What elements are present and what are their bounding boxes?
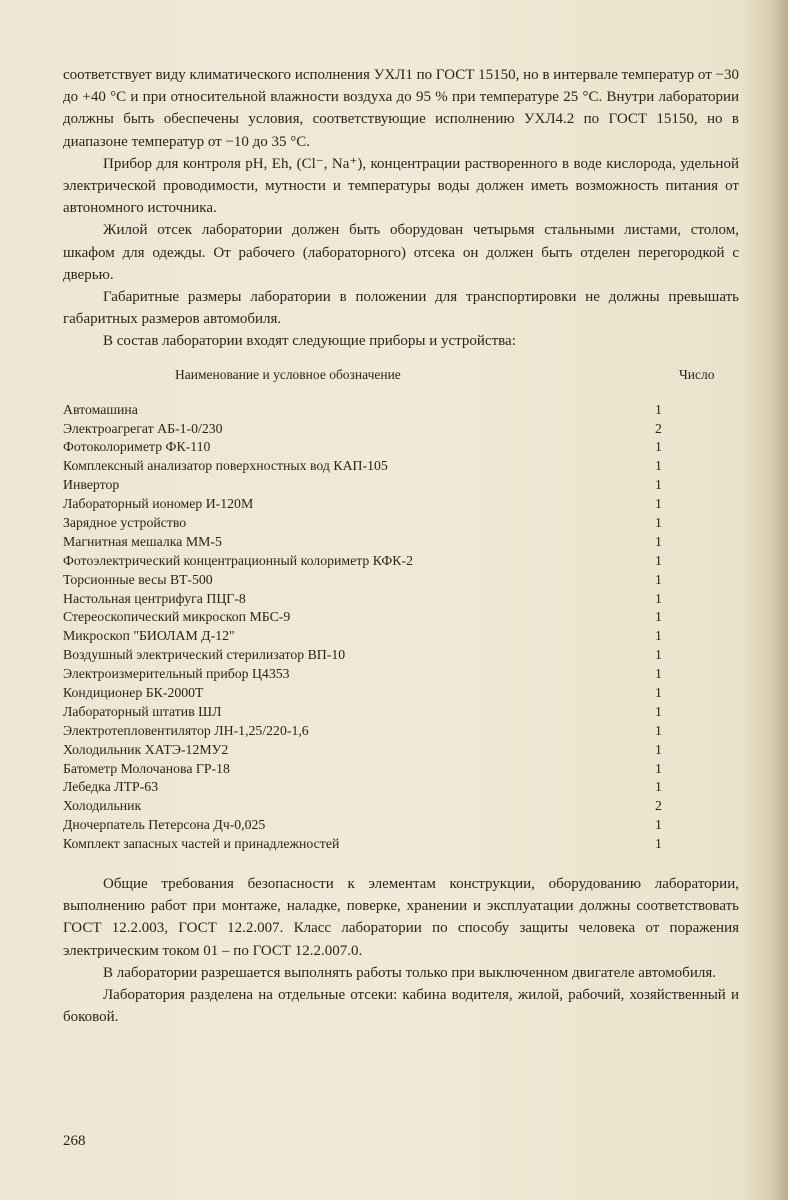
table-row (63, 760, 739, 779)
item-qty: 1 (655, 533, 662, 549)
header-qty: Число (679, 366, 715, 382)
table-row (63, 608, 739, 627)
table-row (63, 438, 739, 457)
item-name: Холодильник ХАТЭ-12МУ2 (63, 741, 229, 757)
item-qty: 1 (655, 401, 662, 417)
paragraph: Габаритные размеры лаборатории в положении для транспортировки не должны превышать габаритных размеров автомобиля. (63, 289, 739, 328)
table-row (63, 571, 739, 590)
item-qty: 1 (655, 722, 662, 738)
item-qty: 1 (655, 741, 662, 757)
item-qty: 1 (655, 609, 662, 625)
table-row (63, 778, 739, 797)
item-name: Кондиционер БК-2000Т (63, 685, 204, 700)
item-qty: 2 (655, 420, 662, 436)
item-name: Настольная центрифуга ПЦГ-8 (63, 590, 246, 606)
item-name: Дночерпатель Петерсона Дч-0,025 (63, 817, 266, 833)
paragraph: В лаборатории разрешается выполнять работы только при выключенном двигателе автомобиля. (103, 964, 716, 981)
table-row (63, 552, 739, 571)
item-name: Электротепловентилятор ЛН-1,25/220-1,6 (63, 722, 309, 738)
item-qty: 1 (655, 458, 662, 474)
item-qty: 1 (655, 628, 662, 644)
item-name: Лабораторный иономер И-120М (63, 496, 254, 512)
page-number: 268 (63, 1133, 86, 1149)
item-qty: 2 (655, 798, 662, 814)
item-qty: 1 (655, 779, 662, 795)
item-name: Лабораторный штатив ШЛ (63, 703, 222, 719)
table-row (63, 495, 739, 514)
item-name: Электроизмерительный прибор Ц4353 (63, 666, 290, 682)
item-name: Зарядное устройство (63, 514, 187, 530)
table-header (63, 367, 739, 397)
table-row (63, 665, 739, 684)
item-name: Магнитная мешалка ММ-5 (63, 533, 222, 549)
table-row (63, 533, 739, 552)
table-row (63, 684, 739, 703)
item-qty: 1 (655, 666, 662, 682)
item-name: Комплексный анализатор поверхностных вод КАП-105 (63, 458, 388, 474)
item-name: Автомашина (63, 401, 138, 417)
item-qty: 1 (655, 514, 662, 530)
item-qty: 1 (655, 590, 662, 606)
item-name: Батометр Молочанова ГР-18 (63, 760, 230, 776)
item-qty: 1 (655, 571, 662, 587)
item-name: Инвертор (63, 477, 120, 493)
table-row (63, 741, 739, 760)
item-name: Стереоскопический микроскоп МБС-9 (63, 609, 291, 625)
bottom-paragraphs (63, 873, 739, 1028)
item-qty: 1 (655, 685, 662, 700)
item-name: Торсионные весы ВТ-500 (63, 571, 213, 587)
table-row (63, 722, 739, 741)
paragraph: Общие требования безопасности к элементам конструкции, оборудованию лаборатории, выполнению работ при монтаже, наладке, поверке, хранении и эксплуатации должны соответствовать ГОСТ 12.2.003, ГОСТ 12.2.007. Класс лаборатории по способу защиты человека от поражения электрическим током 01 – по ГОСТ 12.2.007.0. (63, 876, 739, 959)
table-row (63, 797, 739, 816)
table-row (63, 590, 739, 609)
table-row (63, 420, 739, 439)
table-row (63, 703, 739, 722)
item-name: Фотоэлектрический концентрационный колориметр КФК-2 (63, 552, 413, 568)
page-content (63, 64, 739, 1028)
equipment-table (63, 401, 739, 854)
paragraph: Прибор для контроля рН, Eh, (Cl⁻, Na⁺), концентрации растворенного в воде кислорода, удельной электрической проводимости, мутности и температуры воды должен иметь возможность питания от автономного источника. (63, 155, 739, 217)
paragraph: В состав лаборатории входят следующие приборы и устройства: (103, 333, 516, 350)
item-name: Электроагрегат АБ-1-0/230 (63, 420, 223, 436)
item-name: Воздушный электрический стерилизатор ВП-10 (63, 647, 346, 663)
item-name: Микроскоп "БИОЛАМ Д-12" (63, 628, 235, 644)
item-qty: 1 (655, 477, 662, 493)
table-row (63, 835, 739, 854)
table-row (63, 816, 739, 835)
table-row (63, 514, 739, 533)
item-name: Фотоколориметр ФК-110 (63, 439, 211, 455)
item-qty: 1 (655, 552, 662, 568)
item-name: Комплект запасных частей и принадлежностей (63, 836, 340, 852)
header-name: Наименование и условное обозначение (175, 366, 401, 382)
paragraph: Жилой отсек лаборатории должен быть оборудован четырьмя стальными листами, столом, шкафом для одежды. От рабочего (лабораторного) отсека он должен быть отделен перегородкой с дверью. (63, 222, 739, 283)
paragraph: соответствует виду климатического исполнения УХЛ1 по ГОСТ 15150, но в интервале температур от −30 до +40 °С и при относительной влажности воздуха до 95 % при температуре 25 °С. Внутри лаборатории должны быть обеспечены условия, соответствующие исполнению УХЛ4.2 по ГОСТ 15150, но в диапазоне температур от −10 до 35 °С. (63, 67, 739, 150)
item-qty: 1 (655, 496, 662, 512)
top-paragraphs (63, 64, 739, 353)
table-row (63, 476, 739, 495)
table-row (63, 646, 739, 665)
item-qty: 1 (655, 836, 662, 852)
item-name: Лебедка ЛТР-63 (63, 779, 159, 795)
table-row (63, 401, 739, 420)
item-qty: 1 (655, 703, 662, 719)
item-qty: 1 (655, 817, 662, 833)
item-qty: 1 (655, 760, 662, 776)
table-row (63, 457, 739, 476)
table-row (63, 627, 739, 646)
paragraph: Лаборатория разделена на отдельные отсеки: кабина водителя, жилой, рабочий, хозяйственный и боковой. (63, 987, 739, 1026)
item-qty: 1 (655, 647, 662, 663)
item-qty: 1 (655, 439, 662, 455)
item-name: Холодильник (63, 798, 142, 814)
